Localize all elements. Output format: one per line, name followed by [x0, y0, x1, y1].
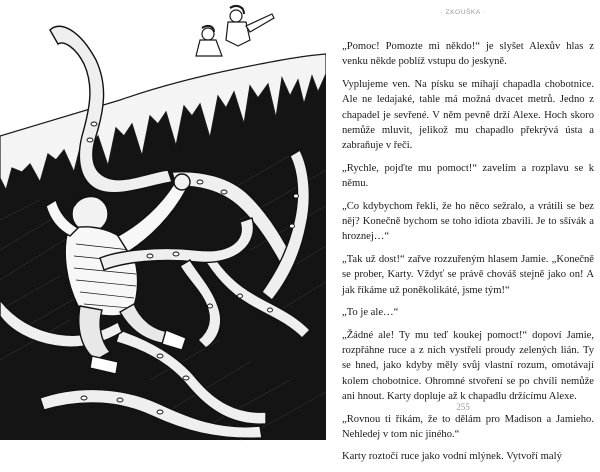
text-page — [326, 0, 600, 463]
paragraph: „Rovnou ti říkám, že to dělám pro Madison a Jamieho. Nehledej v tom nic jiného.“ — [342, 413, 594, 440]
paragraph: „Žádné ale! Ty mu teď koukej pomoct!“ dopoví Jamie, rozpřáhne ruce a z nich vystřelí proudy zelených lián. Ty se hned, jako kdyby měly svůj vlastní rozum, omotávají kolem chobotnice. Ohromné stvoření se po chvíli nemůže ani hnout. Karty dopluje až k chapadlu držícímu Alexe. — [342, 329, 594, 403]
paragraph: „Co kdybychom řekli, že ho něco sežralo, a vrátili se bez něj? Konečně bychom se toho idiota zbavili. Je to sšívák a hroznej…“ — [342, 200, 594, 243]
running-head: · ZKOUŠKA · — [440, 9, 486, 16]
paragraph: „Tak už dost!“ zařve rozzuřeným hlasem Jamie. „Konečně se prober, Karty. Vždyť se právě chováš stejně jako on! A jak říkáme už poněkolikáté, jsme tým!“ — [342, 253, 594, 296]
paragraph: „To je ale…“ — [342, 307, 399, 319]
paragraph: „Pomoc! Pomozte mi někdo!“ je slyšet Alexův hlas z venku někde poblíž vstupu do jeskyně. — [342, 41, 594, 68]
page-number: 255 — [456, 402, 470, 412]
paragraph: „Rychle, pojďte mu pomoct!“ zavelím a rozplavu se k němu. — [342, 162, 594, 190]
paragraph: Karty roztočí ruce jako vodní mlýnek. Vytvoří malý — [342, 451, 562, 463]
paragraph: Vyplujeme ven. Na písku se míhají chapadla chobotnice. Ale ne ledajaké, tahle má možná dvacet metrů. Jedno z chapadel je sevřené. V něm pevně drží Alexe. Hoch skoro nemůže mluvit, jelikož mu chapadlo překrývá ústa a zabraňuje v řeči. — [342, 78, 594, 152]
